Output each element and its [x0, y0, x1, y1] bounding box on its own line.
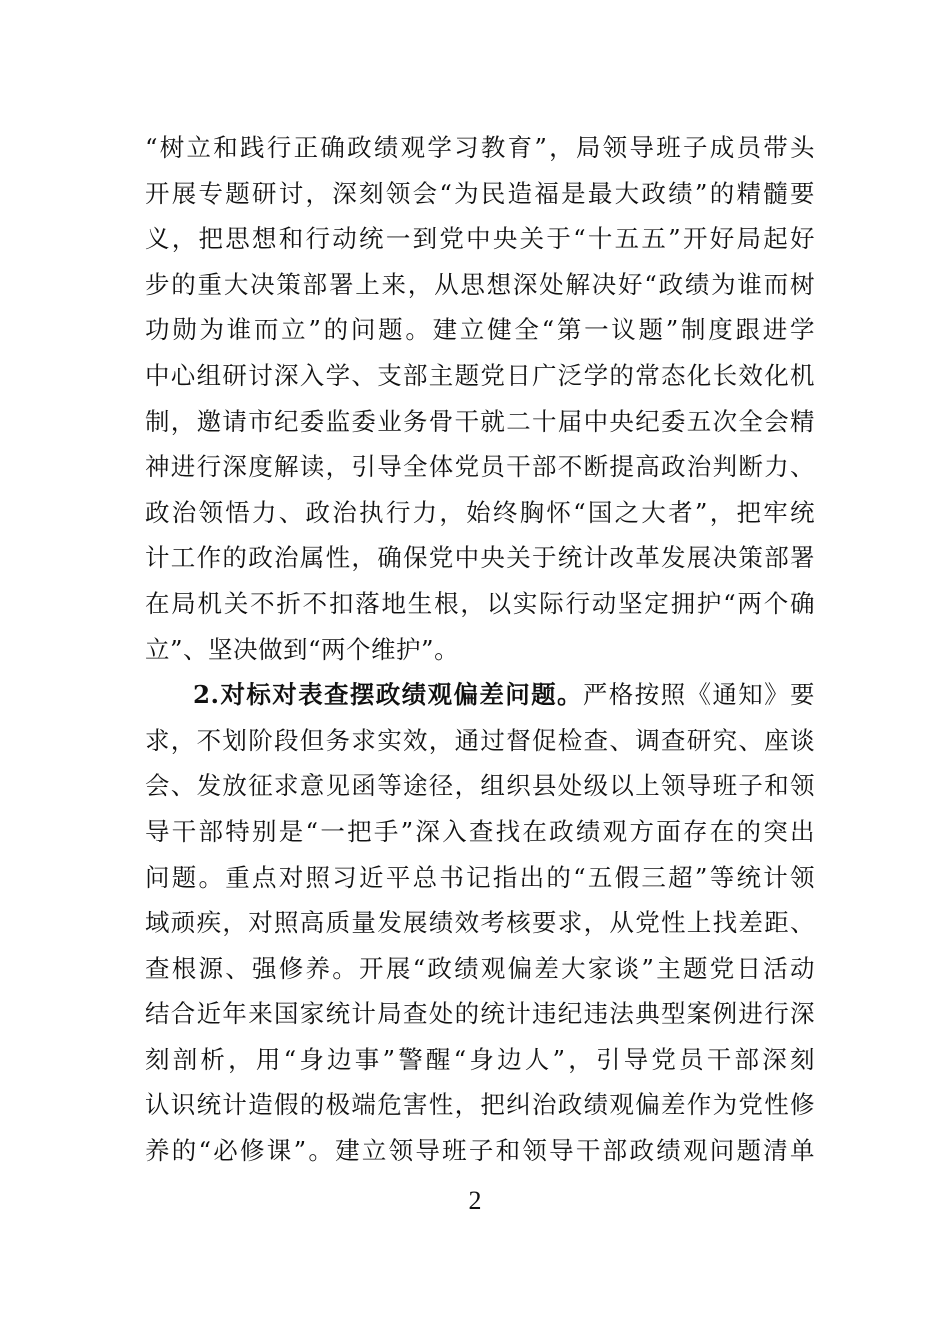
body-text [145, 125, 815, 1174]
text-line: 开展专题研讨，深刻领会“为民造福是最大政绩”的精髓要 [145, 178, 815, 208]
text-line: 问题。重点对照习近平总书记指出的“五假三超”等统计领 [145, 862, 815, 892]
text-line: 义，把思想和行动统一到党中央关于“十五五”开好局起好 [145, 224, 815, 254]
text-line: 查根源、强修养。开展“政绩观偏差大家谈”主题党日活动 [145, 953, 815, 983]
text-line: 神进行深度解读，引导全体党员干部不断提高政治判断力、 [145, 452, 815, 482]
text-line: 在局机关不折不扣落地生根，以实际行动坚定拥护“两个确 [145, 588, 815, 618]
paragraph-1 [145, 125, 815, 672]
text-line: 养的“必修课”。建立领导班子和领导干部政绩观问题清单 [145, 1136, 815, 1166]
text-line: 立”、坚决做到“两个维护”。 [145, 634, 460, 664]
page-number: 2 [468, 1186, 482, 1215]
text-line: 认识统计造假的极端危害性，把纠治政绩观偏差作为党性修 [145, 1090, 815, 1120]
text-line: 刻剖析，用“身边事”警醒“身边人”，引导党员干部深刻 [145, 1044, 815, 1074]
text-line: 导干部特别是“一把手”深入查找在政绩观方面存在的突出 [145, 816, 815, 846]
text-line: 制，邀请市纪委监委业务骨干就二十届中央纪委五次全会精 [145, 406, 815, 436]
text-line: 会、发放征求意见函等途径，组织县处级以上领导班子和领 [145, 771, 815, 801]
text-line: 域顽疾，对照高质量发展绩效考核要求，从党性上找差距、 [145, 908, 815, 938]
text-line: 步的重大决策部署上来，从思想深处解决好“政绩为谁而树 [145, 269, 815, 299]
paragraph-2 [145, 672, 815, 1174]
section-heading: 2.对标对表查摆政绩观偏差问题。 [193, 680, 583, 710]
text-line: 结合近年来国家统计局查处的统计违纪违法典型案例进行深 [145, 999, 815, 1029]
paragraph-first-line [145, 672, 815, 718]
text-line: 求，不划阶段但务求实效，通过督促检查、调查研究、座谈 [145, 725, 815, 755]
text-line: 政治领悟力、政治执行力，始终胸怀“国之大者”，把牢统 [145, 497, 815, 527]
text-line: 计工作的政治属性，确保党中央关于统计改革发展决策部署 [145, 543, 815, 573]
text-line: 功勋为谁而立”的问题。建立健全“第一议题”制度跟进学 [145, 315, 815, 345]
heading-line-text: 严格按照《通知》要 [582, 680, 816, 710]
text-line: “树立和践行正确政绩观学习教育”，局领导班子成员带头 [145, 133, 815, 162]
text-line: 中心组研讨深入学、支部主题党日广泛学的常态化长效化机 [145, 360, 815, 390]
